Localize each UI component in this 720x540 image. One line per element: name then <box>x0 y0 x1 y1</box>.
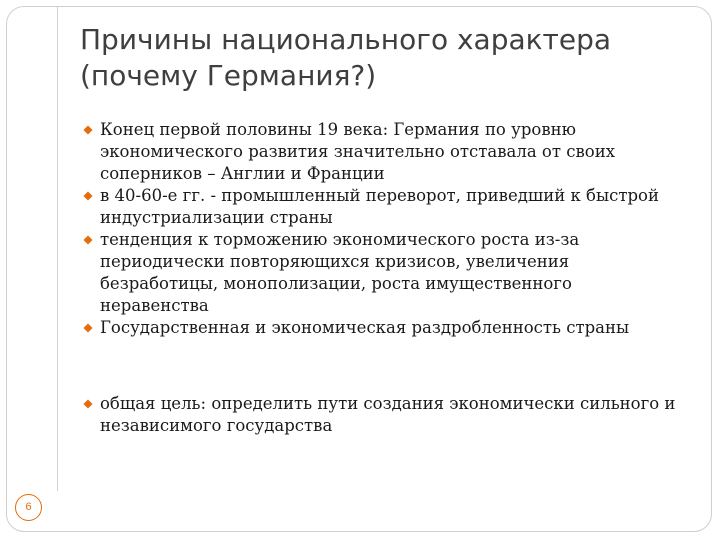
page-number-badge: 6 <box>15 494 42 521</box>
slide-title <box>80 22 680 94</box>
bullet-text: Государственная и экономическая раздробленность страны <box>100 318 630 337</box>
bullet-text: Конец первой половины 19 века: Германия по уровню экономического развития значительно отставала от своих соперников – Англии и Франции <box>100 120 616 183</box>
bullet-text: в 40-60-е гг. - промышленный переворот, приведший к быстрой индустриализации страны <box>100 186 659 227</box>
bullet-text: общая цель: определить пути создания экономически сильного и независимого государства <box>100 394 676 435</box>
bullet-item <box>80 185 680 229</box>
square-bullet-icon <box>83 235 92 244</box>
bullet-text: тенденция к торможению экономического роста из-за периодически повторяющихся кризисов, увеличения безработицы, монополизации, роста имущественного неравенства <box>100 230 580 315</box>
square-bullet-icon <box>83 323 92 332</box>
bullet-item <box>80 393 680 437</box>
square-bullet-icon <box>83 399 92 408</box>
title-line-2: (почему Германия?) <box>80 59 377 92</box>
side-divider-line <box>57 7 58 491</box>
title-line-1: Причины национального характера <box>80 23 612 56</box>
bullet-item <box>80 119 680 185</box>
square-bullet-icon <box>83 125 92 134</box>
square-bullet-icon <box>83 191 92 200</box>
bullet-item <box>80 229 680 317</box>
bullet-list <box>80 119 680 437</box>
bullet-item <box>80 317 680 339</box>
